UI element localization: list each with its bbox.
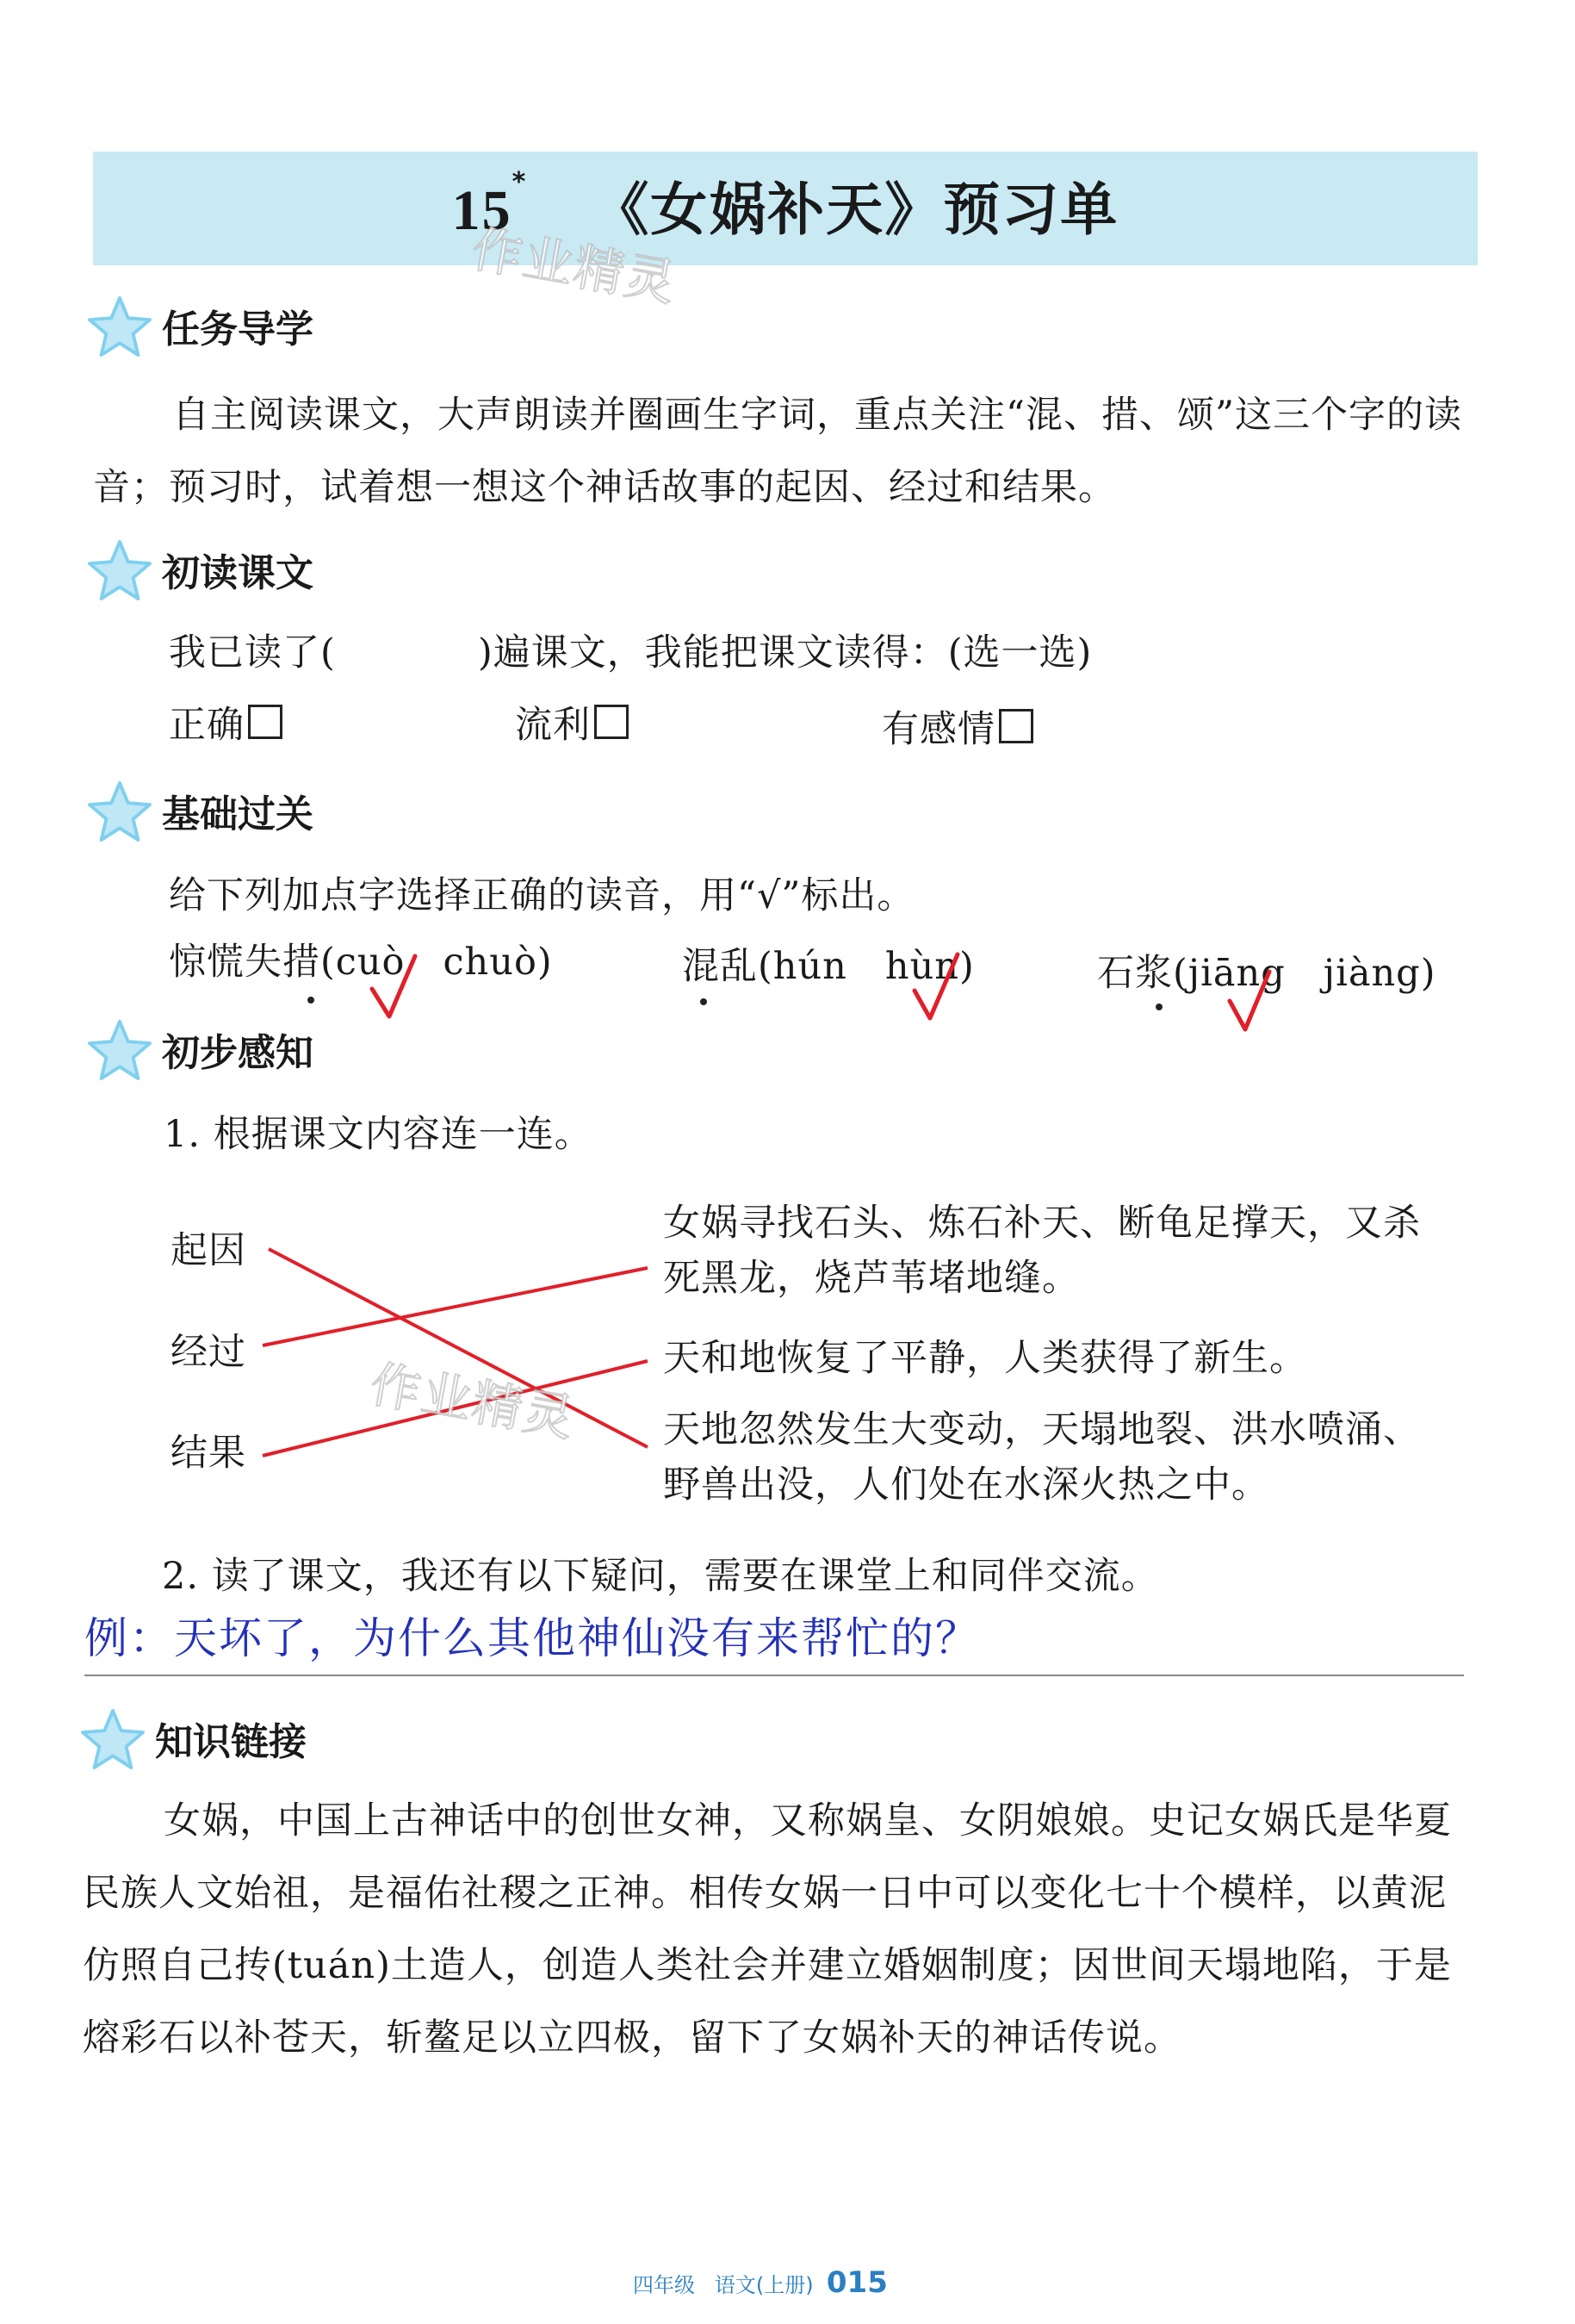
match-right-3[interactable]: 天地忽然发生大变动，天塌地裂、洪水喷涌、 野兽出没，人们处在水深火热之中。 <box>663 1408 1421 1507</box>
match-right-2[interactable]: 天和地恢复了平静，人类获得了新生。 <box>663 1337 1307 1380</box>
pinyin-option[interactable]: hún <box>772 945 847 988</box>
lesson-title: 《女娲补天》预习单 <box>592 177 1119 243</box>
handwritten-answer[interactable]: 例：天坏了，为什么其他神仙没有来帮忙的？ <box>84 1613 980 1663</box>
pinyin-item-3: 石浆(jiāng jiàng) <box>1097 952 1436 995</box>
section-title: 基础过关 <box>162 792 313 836</box>
lesson-star: * <box>512 167 528 197</box>
match-left-process[interactable]: 经过 <box>171 1331 246 1374</box>
footer-subject: 语文(上册) <box>714 2273 814 2297</box>
word: 石浆 <box>1097 952 1173 995</box>
match-line <box>263 1268 648 1345</box>
pinyin-option[interactable]: jiāng <box>1187 952 1286 995</box>
pinyin-item-1: 惊慌失措(cuò chuò) <box>169 941 553 984</box>
knowledge-line3: 仿照自己抟(tuán)土造人，创造人类社会并建立婚姻制度；因世间天塌地陷，于是 <box>83 1944 1452 1987</box>
check-mark-icon <box>1230 972 1269 1029</box>
option-label: 有感情 <box>882 708 995 751</box>
section-title: 任务导学 <box>162 308 313 351</box>
section-title: 初步感知 <box>162 1031 313 1075</box>
check-mark-icon <box>372 956 415 1016</box>
first-read-suffix: )遍课文，我能把课文读得：(选一选) <box>478 631 1093 674</box>
pinyin-item-2: 混乱(hún hùn) <box>682 945 975 988</box>
match-left-cause[interactable]: 起因 <box>171 1229 246 1272</box>
pinyin-option[interactable]: chuò <box>443 941 537 984</box>
knowledge-line2: 民族人文始祖，是福佑社稷之正神。相传女娲一日中可以变化七十个模样，以黄泥 <box>83 1872 1447 1915</box>
pinyin-option[interactable]: cuò <box>335 941 406 984</box>
first-read-prefix: 我已读了( <box>169 631 336 674</box>
lesson-number: 15 <box>451 179 512 242</box>
page-footer <box>633 2265 888 2300</box>
option-label: 流利 <box>515 704 591 747</box>
watermark: 作业精灵 <box>366 1354 580 1449</box>
pinyin-option[interactable]: hùn <box>884 945 959 988</box>
section-knowledge <box>79 1707 307 1769</box>
pinyin-option[interactable]: jiàng <box>1323 952 1421 995</box>
section-title: 初读课文 <box>162 551 313 595</box>
match-right-1[interactable]: 女娲寻找石头、炼石补天、断龟足撑天，又杀 死黑龙，烧芦苇堵地缝。 <box>663 1202 1421 1300</box>
star-icon <box>79 1707 146 1769</box>
task-guide-line2: 音；预习时，试着想一想这个神话故事的起因、经过和结果。 <box>93 466 1116 509</box>
perception-q1: 1. 根据课文内容连一连。 <box>164 1113 592 1156</box>
watermark: 作业精灵 <box>468 219 682 314</box>
word: 混乱 <box>682 945 758 988</box>
answer-line <box>84 1675 1464 1676</box>
perception-q2: 2. 读了课文，我还有以下疑问，需要在课堂上和同伴交流。 <box>162 1555 1159 1598</box>
section-title: 知识链接 <box>155 1720 307 1764</box>
page-number: 015 <box>826 2265 888 2300</box>
task-guide-line1: 自主阅读课文，大声朗读并圈画生字词，重点关注“混、措、颂”这三个字的读 <box>172 394 1462 437</box>
check-mark-icon <box>915 954 958 1018</box>
footer-grade: 四年级 <box>633 2273 695 2297</box>
knowledge-line1: 女娲，中国上古神话中的创世女神，又称娲皇、女阴娘娘。史记女娲氏是华夏 <box>164 1799 1452 1842</box>
match-left-result[interactable]: 结果 <box>171 1432 246 1475</box>
section-perception <box>86 1018 313 1080</box>
basics-instruction: 给下列加点字选择正确的读音，用“√”标出。 <box>169 874 915 917</box>
word: 惊慌失措 <box>169 941 320 984</box>
star-icon <box>86 1018 153 1080</box>
knowledge-line4: 熔彩石以补苍天，斩鳌足以立四极，留下了女娲补天的神话传说。 <box>83 2016 1181 2060</box>
option-label: 正确 <box>169 704 245 747</box>
